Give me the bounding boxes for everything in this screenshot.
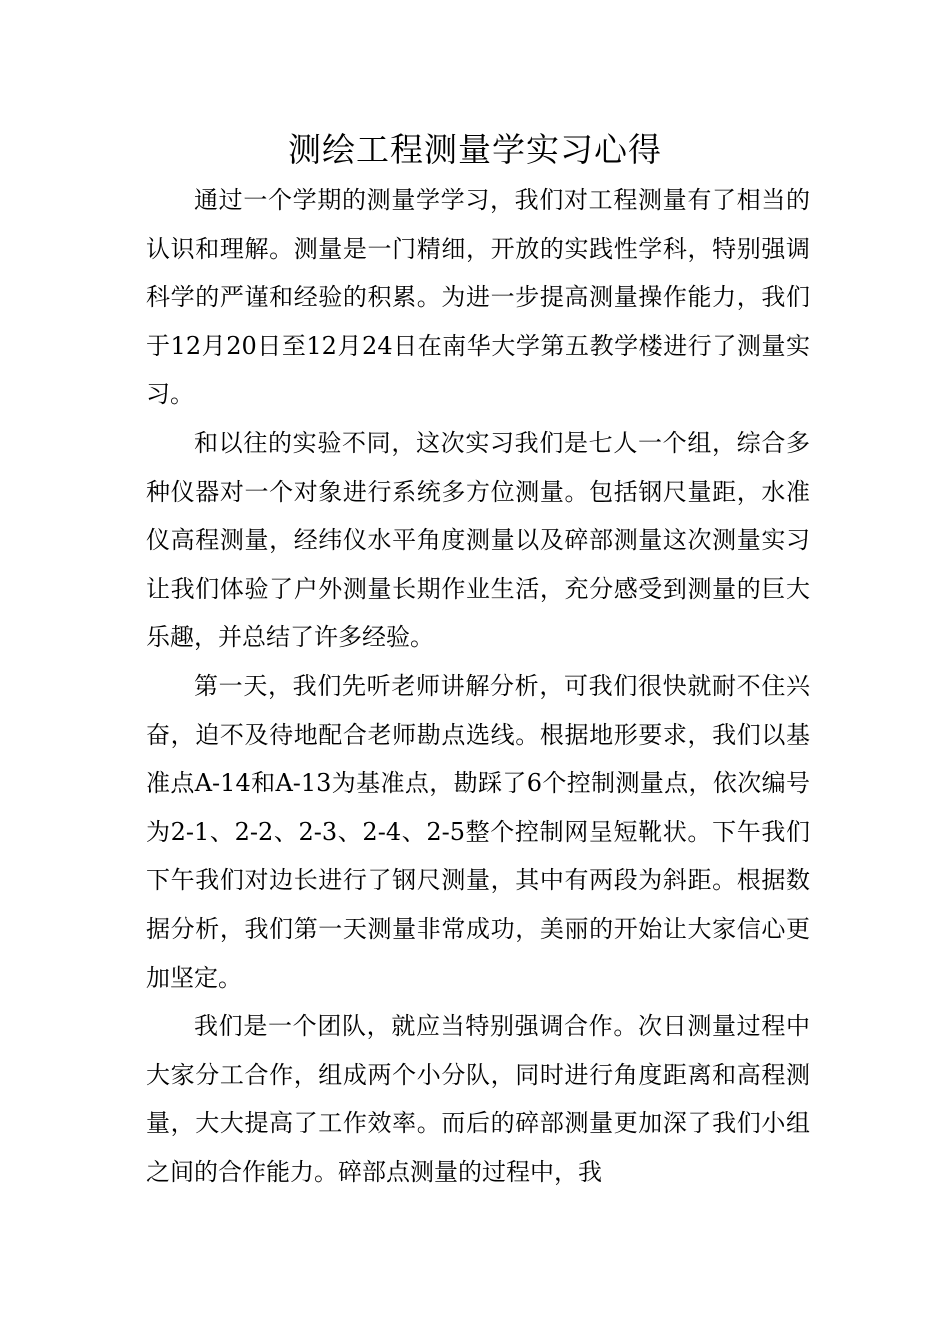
document-title: 测绘工程测量学实习心得 [288,130,662,169]
paragraph-1: 通过一个学期的测量学学习，我们对工程测量有了相当的认识和理解。测量是一门精细，开放的实践性学科，特别强调科学的严谨和经验的积累。为进一步提高测量操作能力，我们于12月20日至12月24日在南华大学第五教学楼进行了测量实习。 [146,186,810,409]
paragraph-4: 我们是一个团队，就应当特别强调合作。次日测量过程中大家分工合作，组成两个小分队，同时进行角度距离和高程测量，大大提高了工作效率。而后的碎部测量更加深了我们小组之间的合作能力。碎部点测量的过程中，我 [146,1012,810,1186]
paragraph-2: 和以往的实验不同，这次实习我们是七人一个组，综合多种仪器对一个对象进行系统多方位测量。包括钢尺量距，水准仪高程测量，经纬仪水平角度测量以及碎部测量这次测量实习让我们体验了户外测量长期作业生活，充分感受到测量的巨大乐趣，并总结了许多经验。 [146,428,810,652]
document-body [146,176,810,1196]
paragraph-3: 第一天，我们先听老师讲解分析，可我们很快就耐不住兴奋，迫不及待地配合老师勘点选线。根据地形要求，我们以基准点A-14和A-13为基准点，勘踩了6个控制测量点，依次编号为2-1、2-2、2-3、2-4、2-5整个控制网呈短靴状。下午我们下午我们对边长进行了钢尺测量，其中有两段为斜距。根据数据分析，我们第一天测量非常成功，美丽的开始让大家信心更加坚定。 [146,671,810,992]
